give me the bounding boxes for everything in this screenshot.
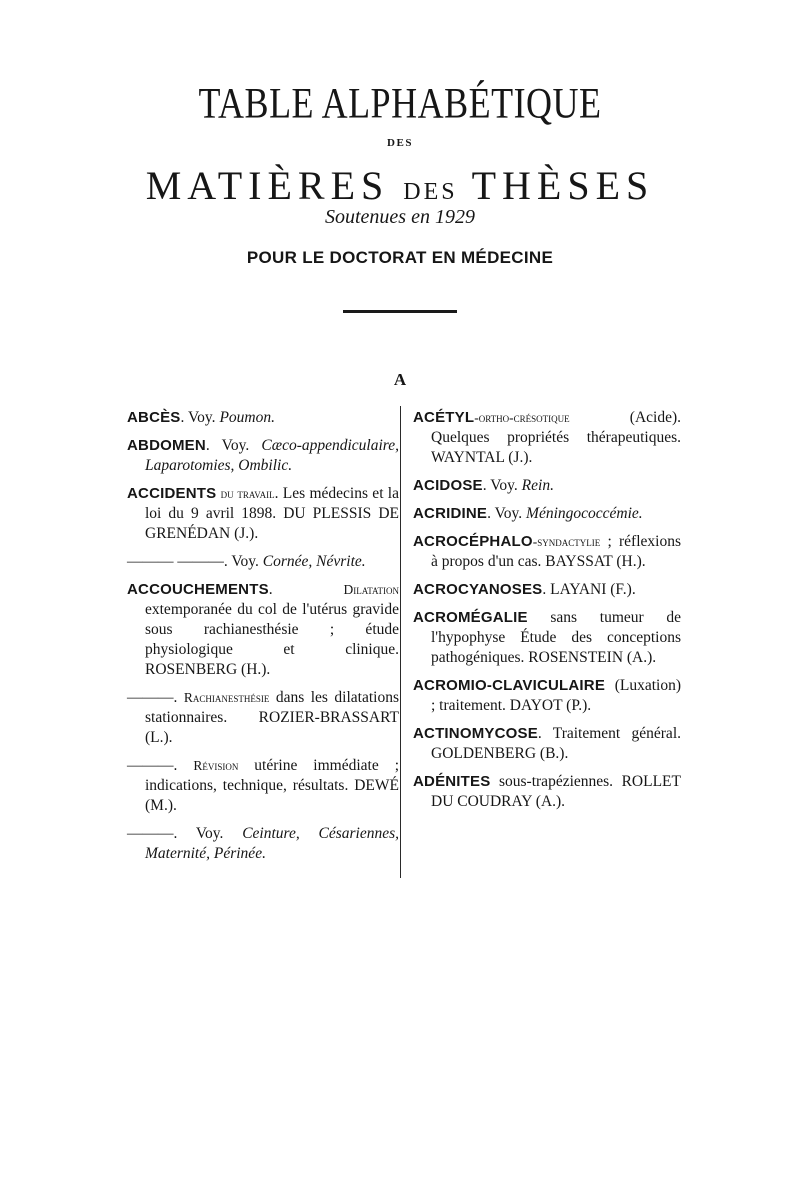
entry-text: (Acide). Quelques propriétés thérapeutiques. WAYNTAL (J.). [431, 409, 681, 466]
headword: ADÉNITES [413, 773, 491, 790]
subheading: Rachianesthésie [183, 690, 270, 705]
entry-abdomen [127, 436, 399, 476]
section-letter: A [393, 370, 407, 389]
doctorat-heading: POUR LE DOCTORAT EN MÉDECINE [246, 248, 554, 267]
entry-text: dans les dilatations stationnaires. ROZIER-BRASSART (L.). [145, 689, 400, 746]
subtitle-year: Soutenues en 1929 [325, 206, 475, 228]
big-title-matieres: MATIÈRES [145, 163, 390, 208]
entry-accouchements [127, 580, 399, 680]
title-des: DES [387, 137, 413, 149]
subheading: du travail [220, 486, 275, 501]
entry-text: extemporanée du col de l'utérus gravide sous rachianesthésie ; étude physiologique et clinique. ROSENBERG (H.). [145, 601, 399, 678]
entry-acromegalie [413, 608, 681, 668]
big-title [0, 162, 800, 209]
cross-reference: Cornée, Névrite. [262, 553, 366, 570]
subheading: -syndactylie [532, 534, 601, 549]
headword: ACTINOMYCOSE [413, 725, 538, 742]
headword: ACROCÉPHALO [413, 533, 533, 550]
big-title-theses: THÈSES [471, 163, 655, 208]
entry-rachianesthesie [127, 688, 399, 748]
title-rule [343, 310, 457, 313]
cross-reference: Ceinture, Césariennes, Maternité, Périnée. [145, 825, 399, 862]
entry-accidents [127, 484, 399, 544]
entry-text: . LAYANI (F.). [542, 581, 636, 598]
headword: ACCOUCHEMENTS [127, 581, 269, 598]
entry-punct: . [173, 689, 184, 706]
cross-reference: Méningococcémie. [526, 505, 643, 522]
entry-punct: . [173, 757, 194, 774]
entry-accouchements-voy [127, 824, 399, 864]
entry-text: utérine immédiate ; indications, technique, résultats. DEWÉ (M.). [145, 757, 399, 814]
repeat-dash: ——— [127, 689, 174, 706]
entry-text: sous-trapéziennes. ROLLET DU COUDRAY (A.). [431, 773, 681, 810]
entry-adenites [413, 772, 681, 812]
entry-actinomycose [413, 724, 681, 764]
cross-reference: Poumon. [219, 409, 275, 426]
cross-reference: Cæco-appendiculaire, Laparotomies, Ombilic. [145, 437, 399, 474]
entry-text: . Voy. [482, 477, 522, 494]
entry-text: ; réflexions à propos d'un cas. BAYSSAT (H.). [431, 533, 681, 570]
entry-text: . Les médecins et la loi du 9 avril 1898. DU PLESSIS DE GRENÉDAN (J.). [145, 485, 399, 542]
entry-acromio-claviculaire [413, 676, 681, 716]
right-column [413, 408, 681, 820]
entry-acetyl [413, 408, 681, 468]
big-title-des: DES [403, 179, 458, 205]
subheading: Révision [193, 758, 239, 773]
entry-acridine [413, 504, 681, 524]
headword: ACÉTYL [413, 409, 475, 426]
main-title: TABLE ALPHABÉTIQUE [198, 79, 602, 128]
subheading: -ortho-crésotique [474, 410, 570, 425]
column-divider [400, 406, 401, 878]
headword: ACCIDENTS [127, 485, 217, 502]
entry-text: . Traitement général. GOLDENBERG (B.). [431, 725, 681, 762]
entry-acidose [413, 476, 681, 496]
entry-punct: . [268, 581, 344, 598]
subheading: Dilatation [343, 582, 399, 597]
headword: ACROMIO-CLAVICULAIRE [413, 677, 606, 694]
entry-acrocephalo [413, 532, 681, 572]
entry-accidents-voy [127, 552, 399, 572]
headword: ACROCYANOSES [413, 581, 543, 598]
entry-abces [127, 408, 399, 428]
entry-text: . Voy. [223, 553, 263, 570]
left-column [127, 408, 399, 872]
headword: ABDOMEN [127, 437, 206, 454]
headword: ABCÈS [127, 409, 181, 426]
entry-text: . Voy. [487, 505, 527, 522]
entry-text: . Voy. [205, 437, 262, 454]
entry-revision [127, 756, 399, 816]
repeat-dash: ——— [127, 825, 174, 842]
repeat-dash: ——— ——— [127, 553, 224, 570]
entry-text: . Voy. [180, 409, 220, 426]
cross-reference: Rein. [521, 477, 554, 494]
headword: ACIDOSE [413, 477, 483, 494]
headword: ACRIDINE [413, 505, 488, 522]
entry-text: . Voy. [173, 825, 243, 842]
entry-text: (Luxation) ; traitement. DAYOT (P.). [431, 677, 681, 714]
repeat-dash: ——— [127, 757, 174, 774]
headword: ACROMÉGALIE [413, 609, 528, 626]
entry-acrocyanoses [413, 580, 681, 600]
entry-text: sans tumeur de l'hypophyse Étude des conceptions pathogéniques. ROSENSTEIN (A.). [431, 609, 681, 666]
